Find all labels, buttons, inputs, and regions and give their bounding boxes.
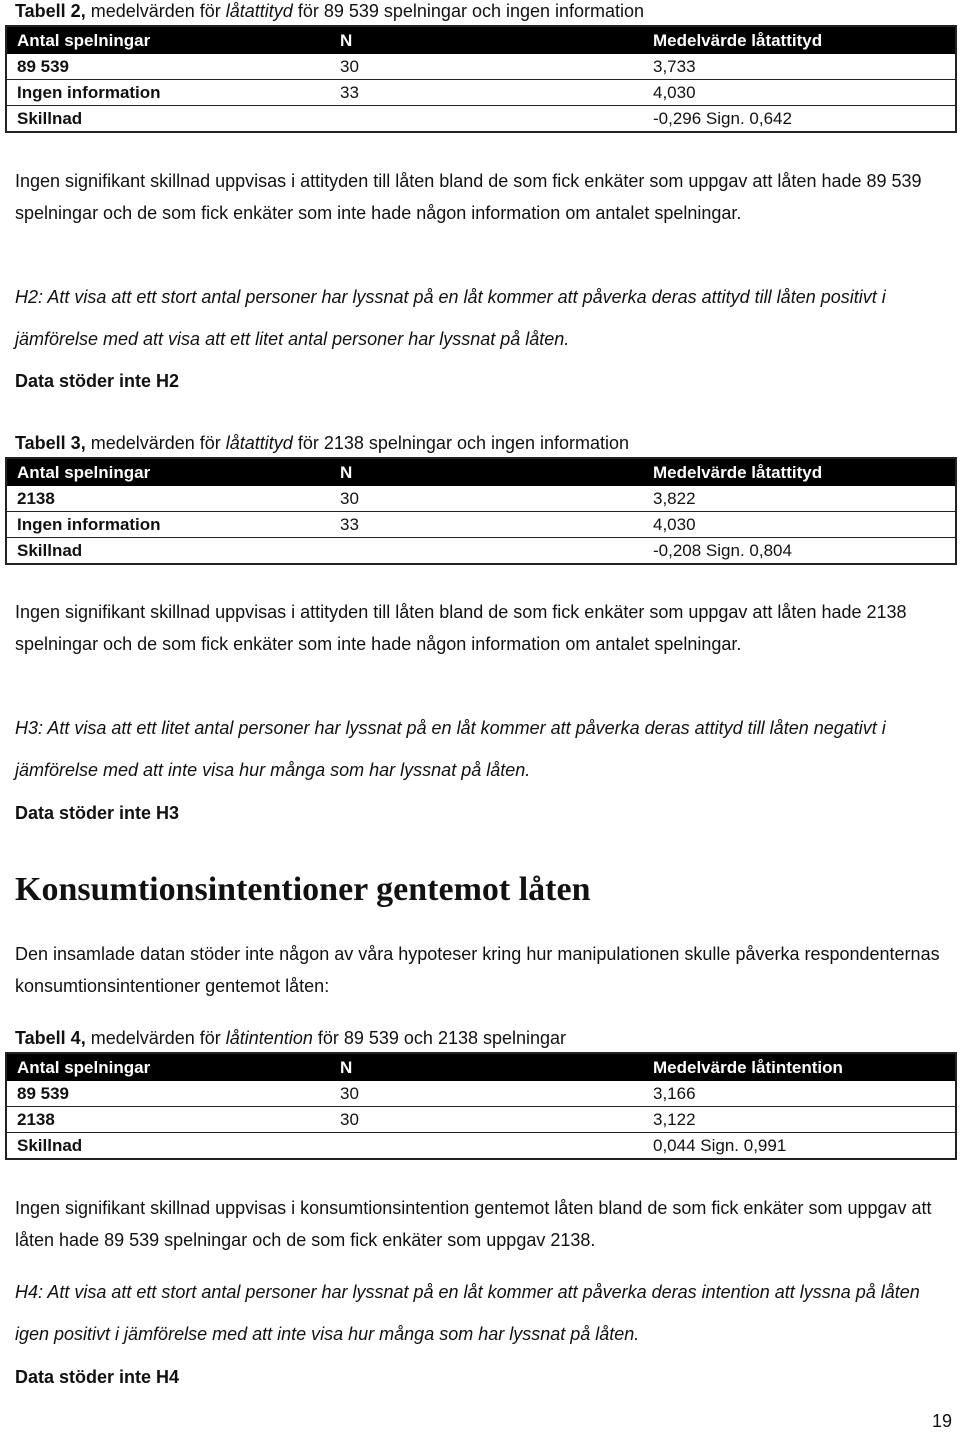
table-row [6, 80, 956, 106]
paragraph-3: Den insamlade datan stöder inte någon av våra hypoteser kring hur manipulationen skulle påverka respondenternas konsumtionsintentioner gentemot låten: [15, 944, 940, 996]
h2-result: Data stöder inte H2 [15, 371, 180, 391]
table-cell: 33 [330, 512, 643, 538]
table-header-cell: Medelvärde låtattityd [643, 458, 956, 486]
table4-caption-pre: medelvärden för [85, 1028, 226, 1048]
table-cell: 4,030 [643, 80, 956, 106]
table-cell: 3,733 [643, 54, 956, 80]
table-header-row [6, 458, 956, 486]
table2-caption-label: Tabell 2, [15, 1, 86, 21]
table-cell: 89 539 [6, 54, 330, 80]
table-cell: Skillnad [6, 106, 330, 133]
table-cell: 30 [330, 486, 643, 512]
table-cell: -0,208 Sign. 0,804 [643, 538, 956, 565]
h4-result: Data stöder inte H4 [15, 1367, 180, 1387]
table-row [6, 486, 956, 512]
table-cell: 30 [330, 54, 643, 80]
table3-caption-post: för 2138 spelningar och ingen information [292, 433, 630, 453]
paragraph-2: Ingen signifikant skillnad uppvisas i attityden till låten bland de som fick enkäter som uppgav att låten hade 2138 spelningar och de som fick enkäter som inte hade någon information om antalet spelningar. [15, 602, 907, 654]
table-header-cell: Medelvärde låtintention [643, 1053, 956, 1081]
table-cell: 30 [330, 1107, 643, 1133]
table-cell: 33 [330, 80, 643, 106]
table-row [6, 1081, 956, 1107]
table-row [6, 512, 956, 538]
hypothesis-h4: H4: Att visa att ett stort antal personer har lyssnat på en låt kommer att påverka deras intention att lyssna på låten igen positivt i jämförelse med att inte visa hur många som har lyssnat på låten. [15, 1282, 920, 1344]
table3-caption-pre: medelvärden för [85, 433, 226, 453]
table4-caption-label: Tabell 4, [15, 1028, 86, 1048]
table4-caption-em: låtintention [225, 1028, 313, 1048]
table-cell: Ingen information [6, 80, 330, 106]
table-header-cell: Antal spelningar [6, 1053, 330, 1081]
table4 [5, 1052, 957, 1160]
table3-caption-label: Tabell 3, [15, 433, 86, 453]
table-cell: 89 539 [6, 1081, 330, 1107]
table3 [5, 457, 957, 565]
table-cell: -0,296 Sign. 0,642 [643, 106, 956, 133]
table2-caption [15, 0, 644, 22]
hypothesis-h2: H2: Att visa att ett stort antal personer har lyssnat på en låt kommer att påverka deras attityd till låten positivt i jämförelse med att visa att ett litet antal personer har lyssnat på låten. [15, 287, 886, 349]
table-cell [330, 1133, 643, 1160]
hypothesis-h3: H3: Att visa att ett litet antal personer har lyssnat på en låt kommer att påverka deras attityd till låten negativt i jämförelse med att inte visa hur många som har lyssnat på låten. [15, 718, 886, 780]
section-heading: Konsumtionsintentioner gentemot låten [15, 871, 591, 908]
h3-result: Data stöder inte H3 [15, 803, 180, 823]
table-row [6, 1133, 956, 1160]
table-cell: 3,166 [643, 1081, 956, 1107]
table-header-cell: N [330, 26, 643, 54]
table3-caption-em: låtattityd [225, 433, 293, 453]
table-header-cell: Medelvärde låtattityd [643, 26, 956, 54]
table-cell: Skillnad [6, 1133, 330, 1160]
table-cell: 3,122 [643, 1107, 956, 1133]
table-cell: 2138 [6, 1107, 330, 1133]
table-cell [330, 106, 643, 133]
table3-caption [15, 432, 629, 454]
table-header-cell: Antal spelningar [6, 458, 330, 486]
table-row [6, 1107, 956, 1133]
table4-caption [15, 1027, 566, 1049]
table-cell: Ingen information [6, 512, 330, 538]
table-row [6, 54, 956, 80]
table-cell: 4,030 [643, 512, 956, 538]
table-row [6, 538, 956, 565]
paragraph-1: Ingen signifikant skillnad uppvisas i attityden till låten bland de som fick enkäter som uppgav att låten hade 89 539 spelningar och de som fick enkäter som inte hade någon information om antalet spelningar. [15, 171, 922, 223]
table-header-row [6, 26, 956, 54]
table2-caption-post: för 89 539 spelningar och ingen information [292, 1, 645, 21]
table-row [6, 106, 956, 133]
table-cell: 2138 [6, 486, 330, 512]
table-cell: Skillnad [6, 538, 330, 565]
page-number: 19 [931, 1411, 952, 1431]
table-header-row [6, 1053, 956, 1081]
table-cell: 30 [330, 1081, 643, 1107]
table-header-cell: N [330, 1053, 643, 1081]
paragraph-4: Ingen signifikant skillnad uppvisas i konsumtionsintention gentemot låten bland de som fick enkäter som uppgav att låten hade 89 539 spelningar och de som fick enkäter som uppgav 2138. [15, 1198, 932, 1250]
table2-caption-pre: medelvärden för [85, 1, 226, 21]
table-cell: 3,822 [643, 486, 956, 512]
table-cell: 0,044 Sign. 0,991 [643, 1133, 956, 1160]
table-cell [330, 538, 643, 565]
table2-caption-em: låtattityd [225, 1, 293, 21]
table-header-cell: N [330, 458, 643, 486]
table4-caption-post: för 89 539 och 2138 spelningar [312, 1028, 567, 1048]
table2 [5, 25, 957, 133]
table-header-cell: Antal spelningar [6, 26, 330, 54]
